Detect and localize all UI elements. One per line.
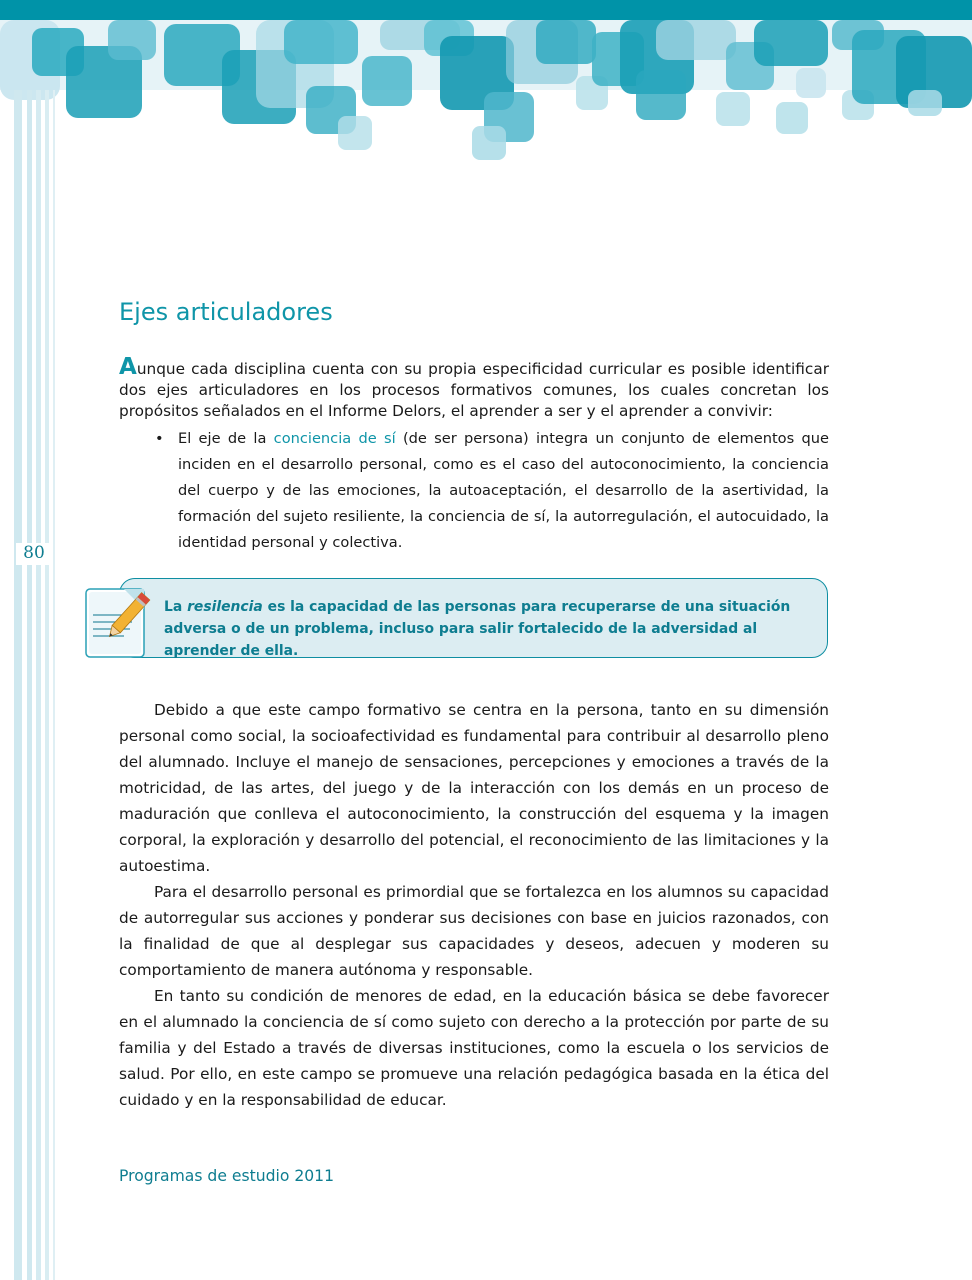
callout-text bbox=[164, 596, 814, 662]
bullet-dot: • bbox=[155, 430, 164, 447]
side-stripes bbox=[0, 90, 60, 1280]
page-number: 80 bbox=[16, 543, 52, 565]
notepad-pencil-icon bbox=[84, 585, 154, 660]
callout-prefix: La bbox=[164, 599, 188, 615]
callout-term: resilencia bbox=[187, 599, 263, 615]
top-bar bbox=[0, 0, 972, 20]
drop-cap: A bbox=[119, 354, 137, 380]
body-paragraph: En tanto su condición de menores de edad, en la educación básica se debe favorecer en el alumnado la conciencia de sí como sujeto con derecho a la protección por parte de su familia y del Estado a través de diversas instituciones, como la escuela o los servicios de salud. Por ello, en este campo se promueve una relación pedagógica basada en la ética del cuidado y en la responsabilidad de educar. bbox=[119, 987, 829, 1109]
footer-title: Programas de estudio 2011 bbox=[119, 1167, 335, 1185]
body-paragraph: Debido a que este campo formativo se centra en la persona, tanto en su dimensión personal como social, la socioafectividad es fundamental para contribuir al desarrollo pleno del alumnado. Incluye el manejo de sensaciones, percepciones y emociones a través de la motricidad, de las artes, del juego y de la interacción con los demás en un proceso de maduración que conlleva el autoconocimiento, la construcción del esquema y la imagen corporal, la exploración y desarrollo del potencial, el reconocimiento de las limitaciones y la autoestima. bbox=[119, 701, 829, 875]
bullet-suffix: (de ser persona) integra un conjunto de elementos que inciden en el desarrollo personal, como es el caso del autoconocimiento, la conciencia del cuerpo y de las emociones, la autoaceptación, el desarrollo de la asertividad, la formación del sujeto resiliente, la conciencia de sí, la autorregulación, el autocuidado, la identidad personal y colectiva. bbox=[178, 430, 829, 551]
body-paragraph: Para el desarrollo personal es primordial que se fortalezca en los alumnos su capacidad de autorregular sus acciones y ponderar sus decisiones con base en juicios razonados, con la finalidad de que al desplegar sus capacidades y deseos, adecuen y moderen su comportamiento de manera autónoma y responsable. bbox=[119, 883, 829, 979]
intro-text: unque cada disciplina cuenta con su propia especificidad curricular es posible identificar dos ejes articuladores en los procesos formativos comunes, los cuales concretan los propósitos señalados en el Informe Delors, el aprender a ser y el aprender a convivir: bbox=[119, 360, 829, 420]
body-text bbox=[119, 697, 829, 1113]
callout-suffix: es la capacidad de las personas para recuperarse de una situación adversa o de un problema, incluso para salir fortalecido de la adversidad al aprender de ella. bbox=[164, 599, 791, 659]
intro-paragraph bbox=[119, 356, 829, 422]
header-decorative-squares bbox=[0, 20, 972, 170]
list-item bbox=[155, 426, 829, 556]
highlight-term: conciencia de sí bbox=[273, 430, 396, 447]
bullet-list bbox=[155, 426, 829, 556]
bullet-prefix: El eje de la bbox=[178, 430, 274, 447]
section-title: Ejes articuladores bbox=[119, 298, 333, 326]
